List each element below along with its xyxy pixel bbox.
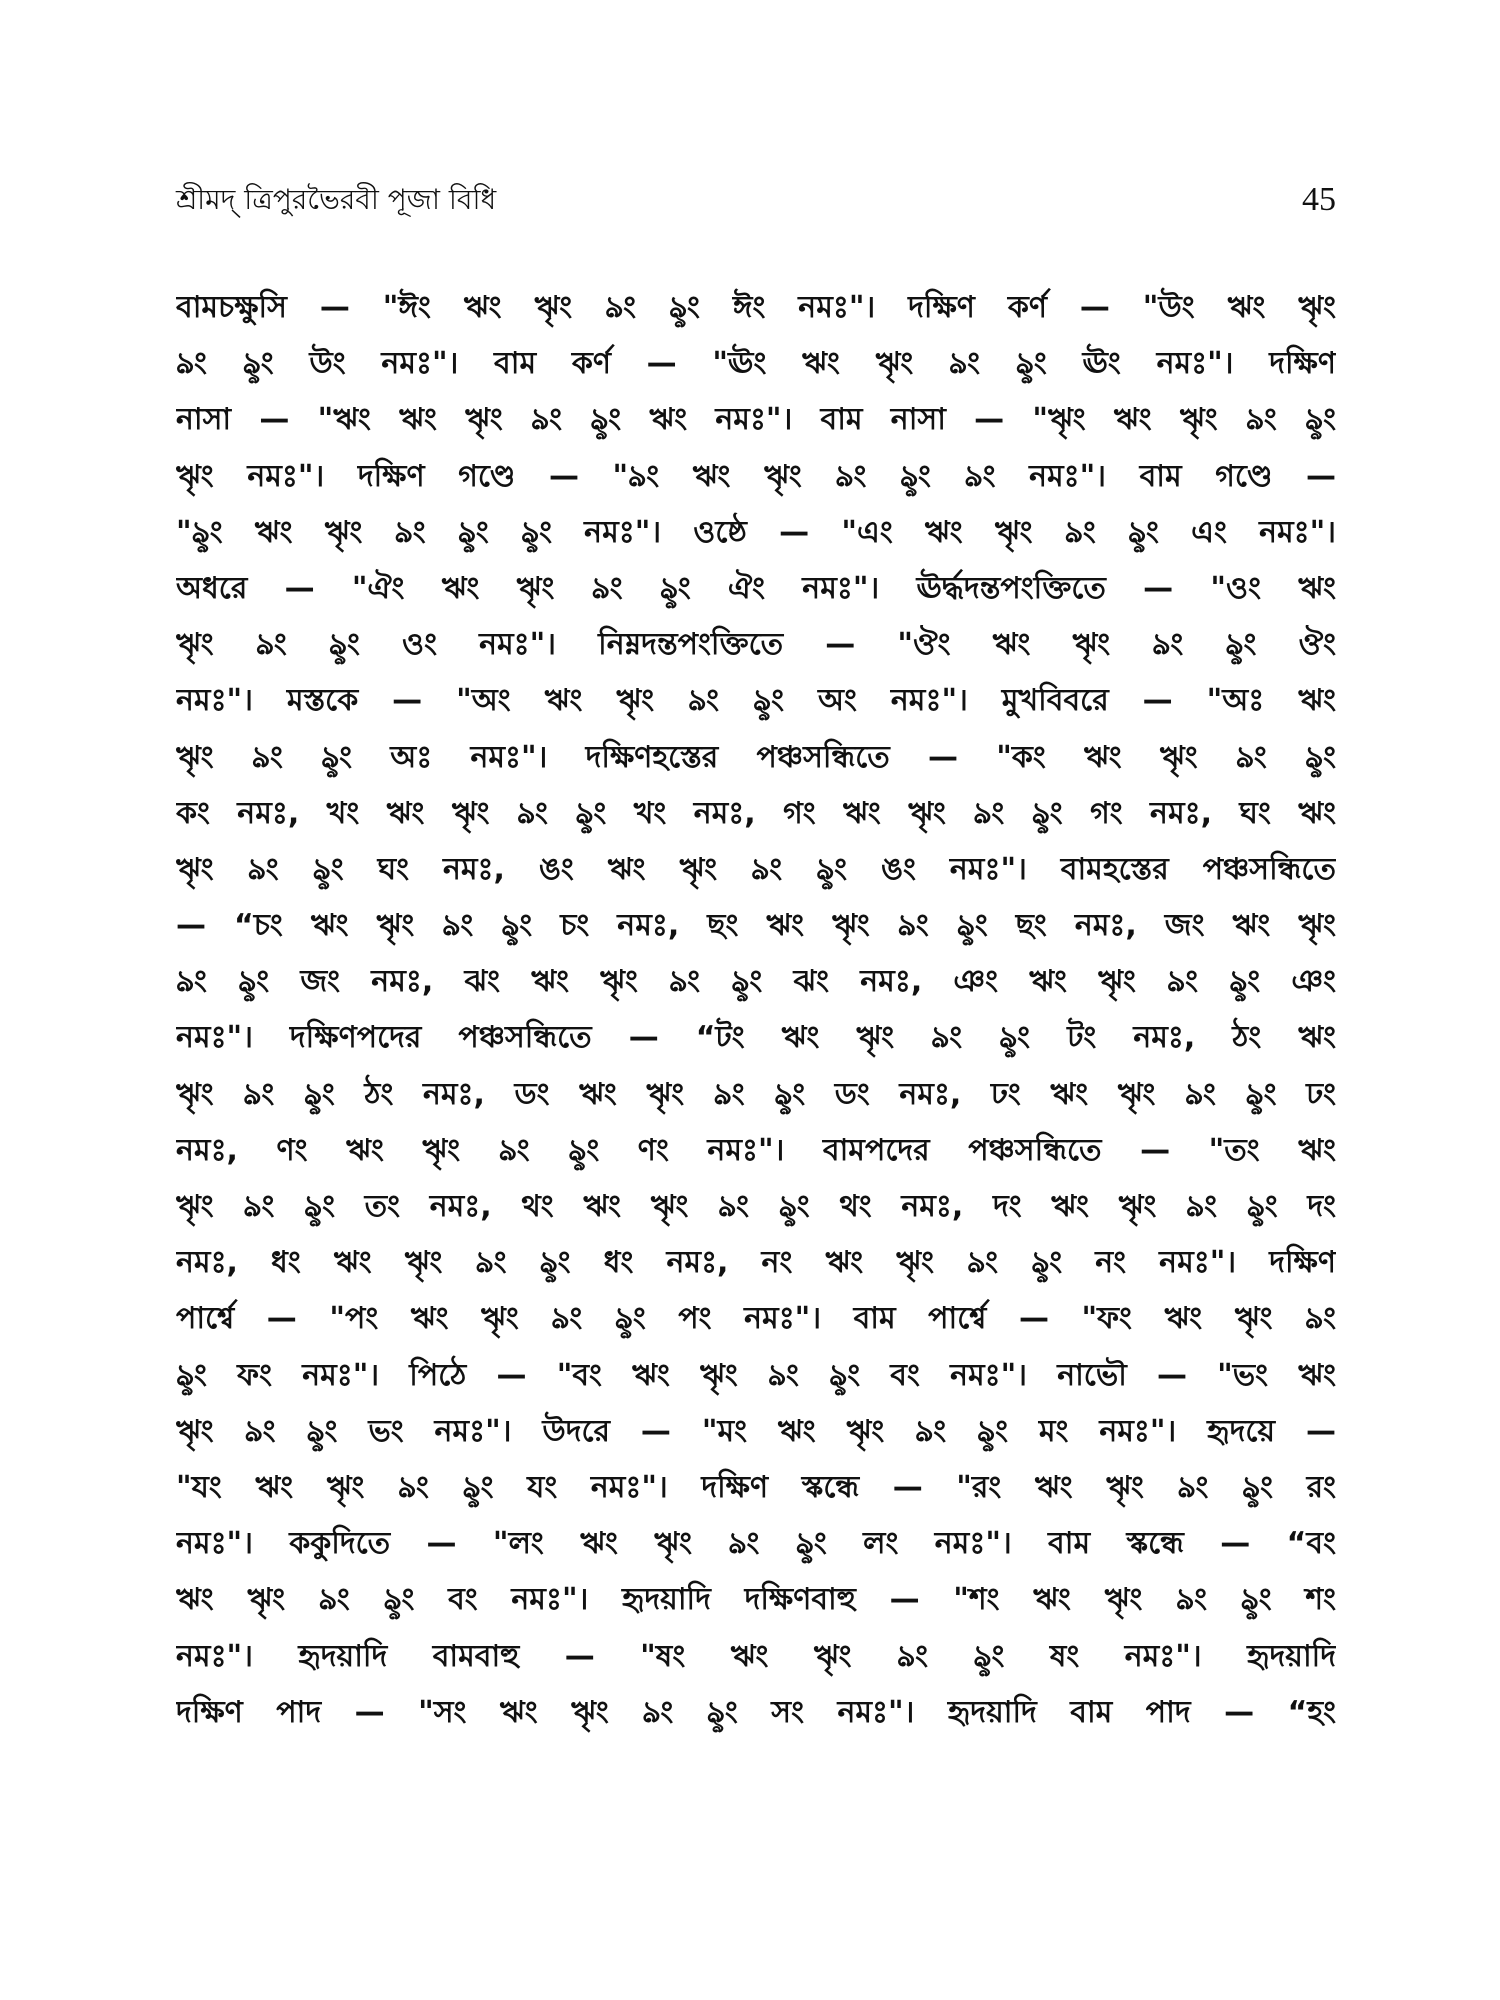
text-line: নমঃ, ণং ঋং ৠং ঌং ৡং ণং নমঃ"। বামপদের পঞ্চসন্ধিতে — "তং ঋং [176, 1132, 1336, 1168]
text-line: "যং ঋং ৠং ঌং ৡং যং নমঃ"। দক্ষিণ স্কন্ধে — "রং ঋং ৠং ঌং ৡং রং [176, 1469, 1336, 1505]
text-line: অধরে — "ঐং ঋং ৠং ঌং ৡং ঐং নমঃ"। ঊর্দ্ধদন্তপংক্তিতে — "ওং ঋং [176, 570, 1336, 606]
text-line: কং নমঃ, খং ঋং ৠং ঌং ৡং খং নমঃ, গং ঋং ৠং ঌং ৡং গং নমঃ, ঘং ঋং [176, 795, 1336, 831]
text-line: ৠং ঌং ৡং ওং নমঃ"। নিম্নদন্তপংক্তিতে — "ঔং ঋং ৠং ঌং ৡং ঔং [176, 627, 1336, 663]
text-line: ঋং ৠং ঌং ৡং বং নমঃ"। হৃদয়াদি দক্ষিণবাহু — "শং ঋং ৠং ঌং ৡং শং [176, 1582, 1336, 1618]
text-line: দক্ষিণ পাদ — "সং ঋং ৠং ঌং ৡং সং নমঃ"। হৃদয়াদি বাম পাদ — “হং [176, 1694, 1336, 1730]
text-line: নমঃ"। ককুদিতে — "লং ঋং ৠং ঌং ৡং লং নমঃ"। বাম স্কন্ধে — “বং [176, 1526, 1336, 1562]
text-line: — “চং ঋং ৠং ঌং ৡং চং নমঃ, ছং ঋং ৠং ঌং ৡং ছং নমঃ, জং ঋং ৠং [176, 908, 1336, 944]
text-line: "ৡং ঋং ৠং ঌং ৡং ৡং নমঃ"। ওষ্ঠে — "এং ঋং ৠং ঌং ৡং এং নমঃ"। [176, 514, 1336, 550]
body-text [176, 280, 1336, 1741]
text-line: ঌং ৡং জং নমঃ, ঝং ঋং ৠং ঌং ৡং ঝং নমঃ, ঞং ঋং ৠং ঌং ৡং ঞং [176, 964, 1336, 1000]
text-line: নাসা — "ঋং ঋং ৠং ঌং ৡং ঋং নমঃ"। বাম নাসা — "ৠং ঋং ৠং ঌং ৡং [176, 402, 1336, 438]
text-line: ৠং ঌং ৡং ঘং নমঃ, ঙং ঋং ৠং ঌং ৡং ঙং নমঃ"। বামহস্তের পঞ্চসন্ধিতে [176, 851, 1336, 887]
text-line: নমঃ"। দক্ষিণপদের পঞ্চসন্ধিতে — “টং ঋং ৠং ঌং ৡং টং নমঃ, ঠং ঋং [176, 1020, 1336, 1056]
page-number: 45 [1302, 181, 1336, 218]
text-line: ৠং নমঃ"। দক্ষিণ গণ্ডে — "ঌং ঋং ৠং ঌং ৡং ঌং নমঃ"। বাম গণ্ডে — [176, 458, 1336, 494]
text-line: নমঃ"। হৃদয়াদি বামবাহু — "ষং ঋং ৠং ঌং ৡং ষং নমঃ"। হৃদয়াদি [176, 1638, 1336, 1674]
text-line: ৠং ঌং ৡং অঃ নমঃ"। দক্ষিণহস্তের পঞ্চসন্ধিতে — "কং ঋং ৠং ঌং ৡং [176, 739, 1336, 775]
text-line: ঌং ৡং উং নমঃ"। বাম কর্ণ — "ঊং ঋং ৠং ঌং ৡং ঊং নমঃ"। দক্ষিণ [176, 346, 1336, 382]
running-header-title: শ্রীমদ্‌ ত্রিপুরভৈরবী পূজা বিধি [176, 183, 497, 216]
text-line: ৠং ঌং ৡং ভং নমঃ"। উদরে — "মং ঋং ৠং ঌং ৡং মং নমঃ"। হৃদয়ে — [176, 1413, 1336, 1449]
text-line: পার্শ্বে — "পং ঋং ৠং ঌং ৡং পং নমঃ"। বাম পার্শ্বে — "ফং ঋং ৠং ঌং [176, 1301, 1336, 1337]
text-line: বামচক্ষুসি — "ঈং ঋং ৠং ঌং ৡং ঈং নমঃ"। দক্ষিণ কর্ণ — "উং ঋং ৠং [176, 290, 1336, 325]
text-line: নমঃ"। মস্তকে — "অং ঋং ৠং ঌং ৡং অং নমঃ"। মুখবিবরে — "অঃ ঋং [176, 683, 1336, 719]
text-line: ৠং ঌং ৡং ঠং নমঃ, ডং ঋং ৠং ঌং ৡং ডং নমঃ, ঢং ঋং ৠং ঌং ৡং ঢং [176, 1076, 1336, 1112]
text-line: ৠং ঌং ৡং তং নমঃ, থং ঋং ৠং ঌং ৡং থং নমঃ, দং ঋং ৠং ঌং ৡং দং [176, 1189, 1336, 1224]
text-line: নমঃ, ধং ঋং ৠং ঌং ৡং ধং নমঃ, নং ঋং ৠং ঌং ৡং নং নমঃ"। দক্ষিণ [176, 1245, 1336, 1281]
text-line: ৡং ফং নমঃ"। পিঠে — "বং ঋং ৠং ঌং ৡং বং নমঃ"। নাভৌ — "ভং ঋং [176, 1357, 1336, 1393]
